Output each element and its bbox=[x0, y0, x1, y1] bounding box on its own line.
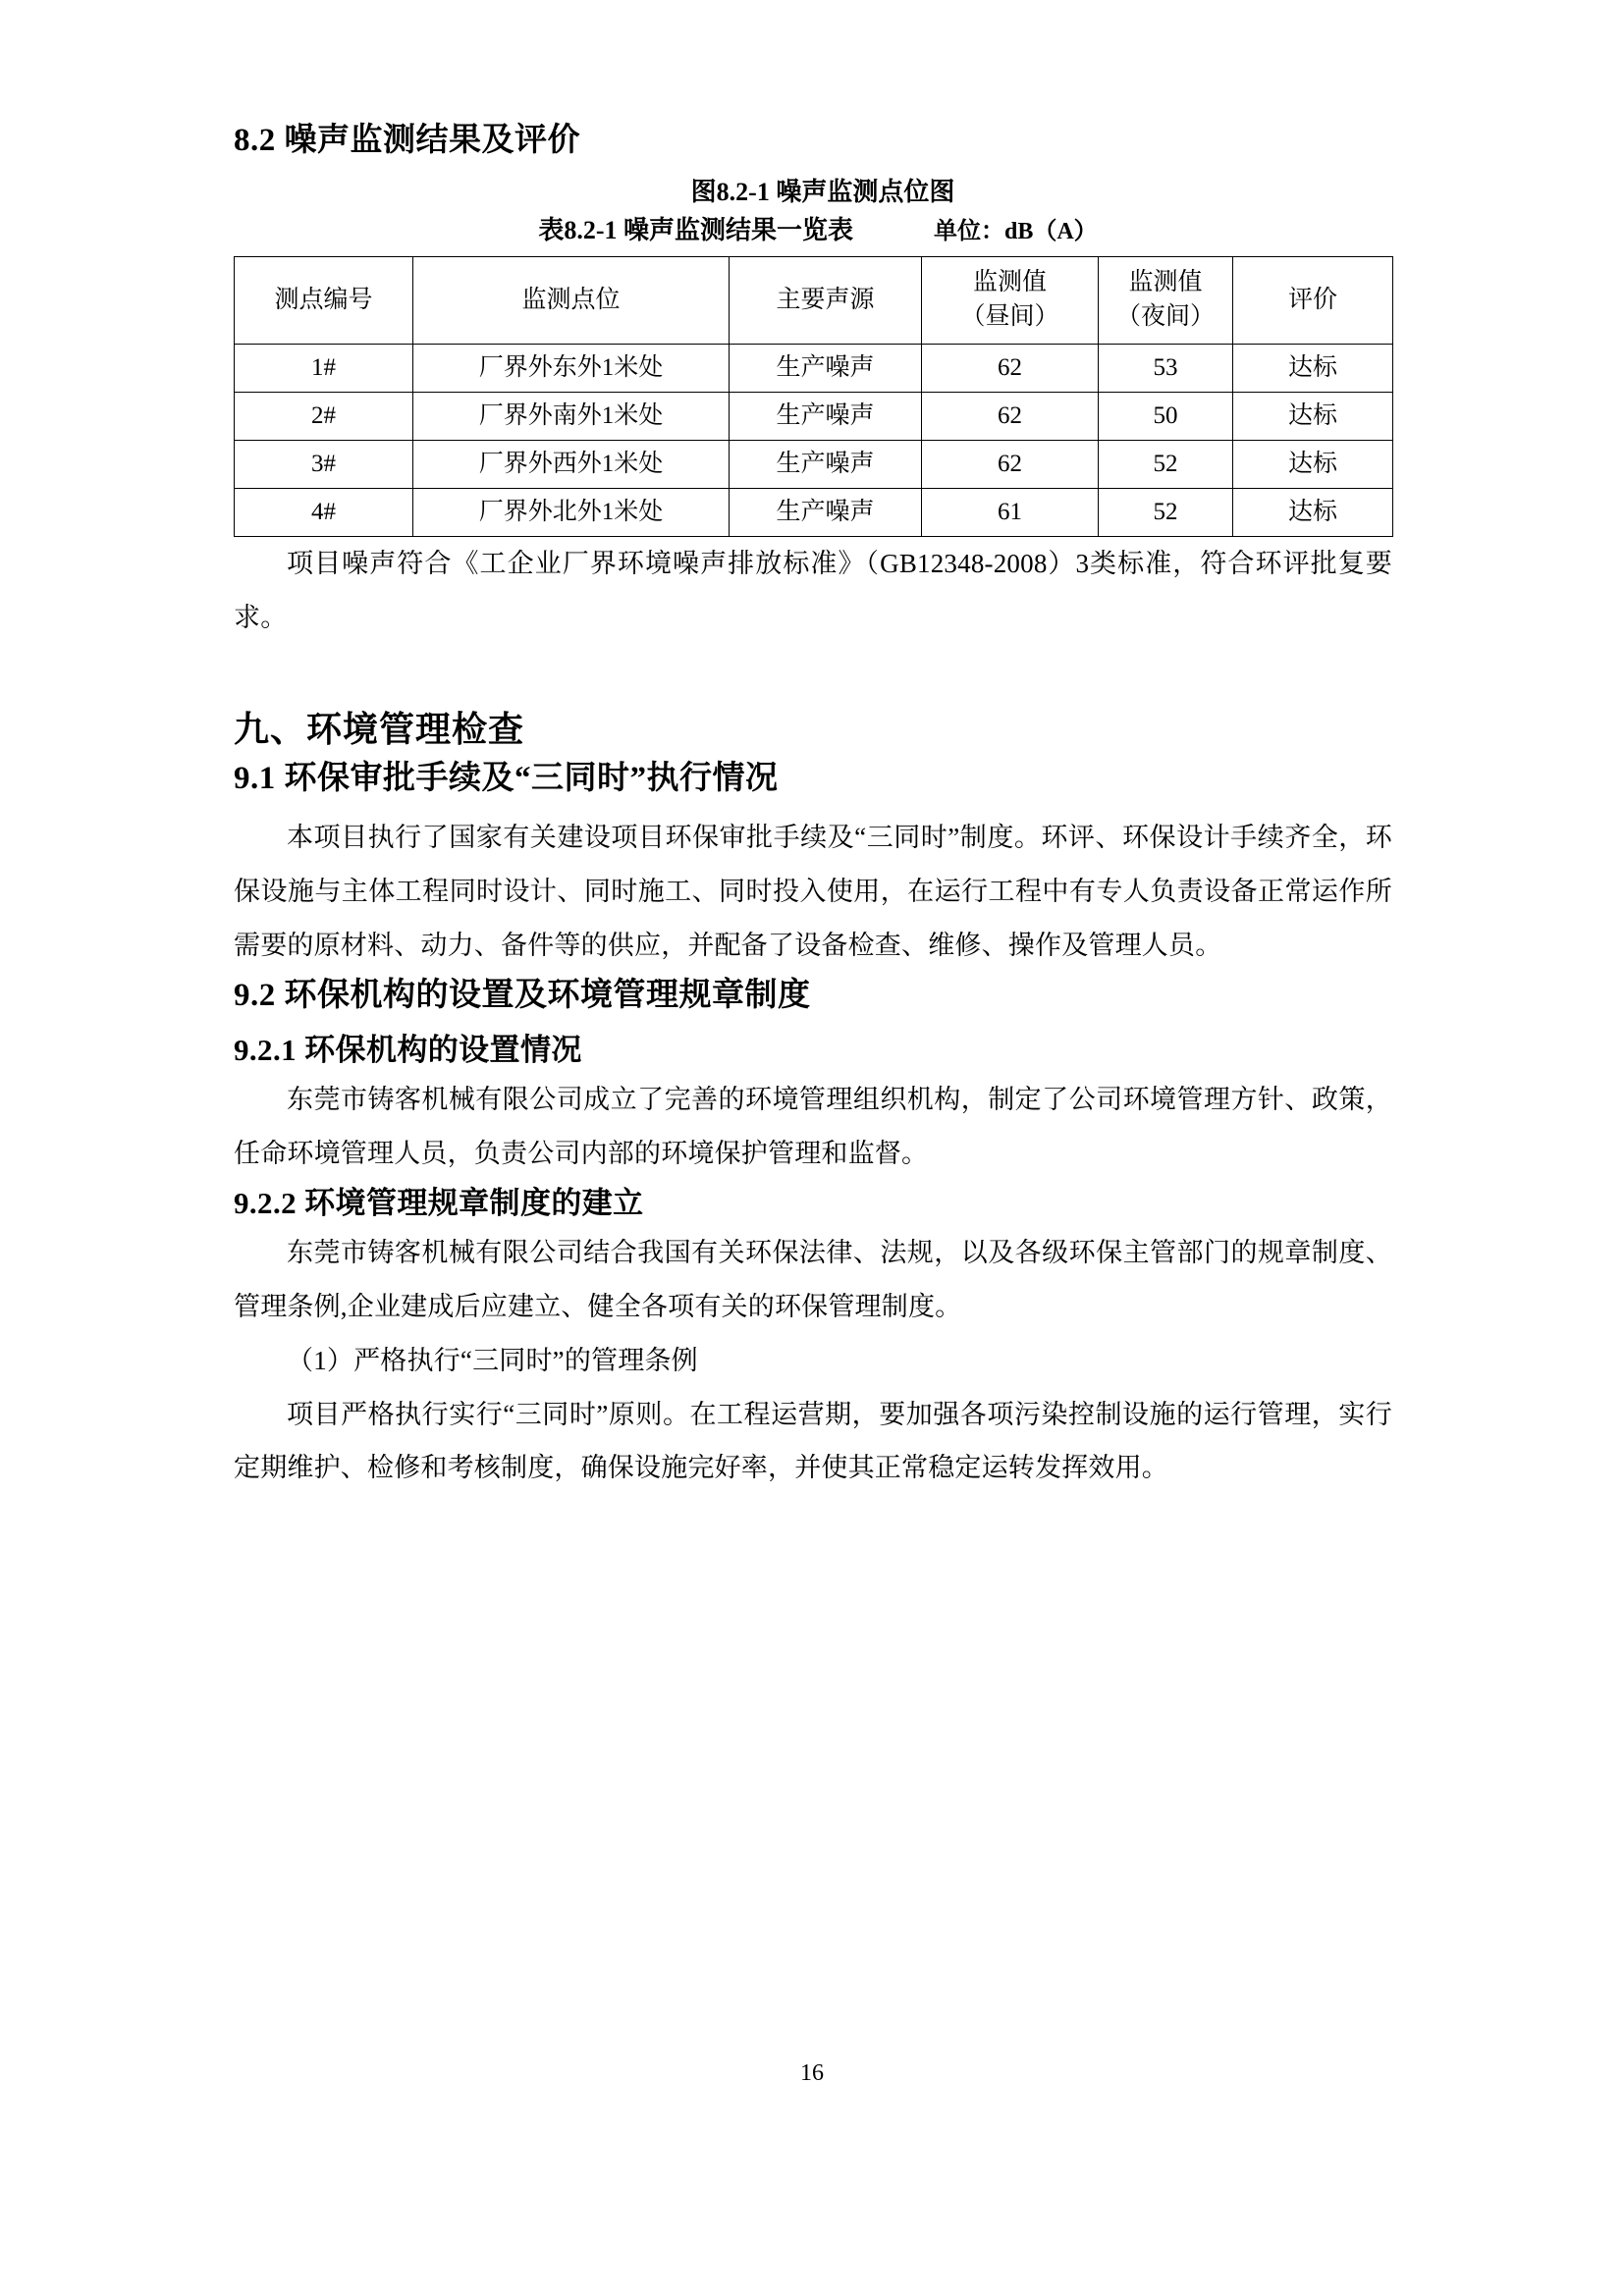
page-number: 16 bbox=[800, 2060, 824, 2086]
cell-noise-source: 生产噪声 bbox=[730, 440, 922, 488]
column-header-day-value bbox=[922, 256, 1099, 344]
cell-day-value: 61 bbox=[922, 488, 1099, 536]
cell-day-value: 62 bbox=[922, 344, 1099, 392]
heading-section-9: 九、环境管理检查 bbox=[234, 710, 525, 750]
table-row bbox=[235, 344, 1393, 392]
column-header-night-value bbox=[1099, 256, 1233, 344]
column-header-point-id: 测点编号 bbox=[235, 256, 413, 344]
paragraph-noise-conclusion: 项目噪声符合《工企业厂界环境噪声排放标准》（GB12348-2008）3类标准，符合环评批复要求。 bbox=[234, 548, 1392, 632]
table-unit-label: 单位：dB（A） bbox=[933, 218, 1098, 244]
cell-night-value: 53 bbox=[1099, 344, 1233, 392]
paragraph-9-1: 本项目执行了国家有关建设项目环保审批手续及“三同时”制度。环评、环保设计手续齐全，环保设施与主体工程同时设计、同时施工、同时投入使用，在运行工程中有专人负责设备正常运作所需要的原材料、动力、备件等的供应，并配备了设备检查、维修、操作及管理人员。 bbox=[234, 823, 1392, 960]
cell-location: 厂界外西外1米处 bbox=[413, 440, 730, 488]
list-item-9-2-2-1: （1）严格执行“三同时”的管理条例 bbox=[287, 1345, 698, 1375]
heading-9-2: 9.2 环保机构的设置及环境管理规章制度 bbox=[234, 977, 811, 1013]
section-spacer bbox=[234, 644, 1392, 703]
paragraph-9-2-1: 东莞市铸客机械有限公司成立了完善的环境管理组织机构，制定了公司环境管理方针、政策，任命环境管理人员，负责公司内部的环境保护管理和监督。 bbox=[234, 1085, 1392, 1168]
cell-point-id: 1# bbox=[235, 344, 413, 392]
column-header-location: 监测点位 bbox=[413, 256, 730, 344]
column-header-noise-source: 主要声源 bbox=[730, 256, 922, 344]
cell-evaluation: 达标 bbox=[1233, 440, 1393, 488]
cell-point-id: 3# bbox=[235, 440, 413, 488]
table-caption-8-2-1: 表8.2-1 噪声监测结果一览表 bbox=[538, 215, 853, 244]
cell-noise-source: 生产噪声 bbox=[730, 488, 922, 536]
table-row bbox=[235, 488, 1393, 536]
table-header bbox=[235, 256, 1393, 344]
table-header-row bbox=[235, 256, 1393, 344]
table-row bbox=[235, 440, 1393, 488]
cell-night-value: 50 bbox=[1099, 392, 1233, 440]
cell-noise-source: 生产噪声 bbox=[730, 344, 922, 392]
table-row bbox=[235, 392, 1393, 440]
paragraph-9-2-2-first: 东莞市铸客机械有限公司结合我国有关环保法律、法规，以及各级环保主管部门的规章制度、管理条例,企业建成后应建立、健全各项有关的环保管理制度。 bbox=[234, 1238, 1392, 1321]
cell-night-value: 52 bbox=[1099, 440, 1233, 488]
cell-evaluation: 达标 bbox=[1233, 392, 1393, 440]
column-header-night-value-line2: （夜间） bbox=[1115, 302, 1215, 330]
noise-monitoring-table bbox=[234, 256, 1393, 537]
cell-day-value: 62 bbox=[922, 392, 1099, 440]
cell-point-id: 4# bbox=[235, 488, 413, 536]
cell-night-value: 52 bbox=[1099, 488, 1233, 536]
cell-location: 厂界外南外1米处 bbox=[413, 392, 730, 440]
heading-9-1: 9.1 环保审批手续及“三同时”执行情况 bbox=[234, 761, 779, 797]
table-body bbox=[235, 344, 1393, 536]
cell-noise-source: 生产噪声 bbox=[730, 392, 922, 440]
figure-caption-8-2-1: 图8.2-1 噪声监测点位图 bbox=[690, 177, 955, 206]
table-caption-row bbox=[234, 211, 1392, 249]
heading-8-2: 8.2 噪声监测结果及评价 bbox=[234, 123, 580, 158]
cell-evaluation: 达标 bbox=[1233, 488, 1393, 536]
heading-9-2-2: 9.2.2 环境管理规章制度的建立 bbox=[234, 1185, 644, 1220]
cell-evaluation: 达标 bbox=[1233, 344, 1393, 392]
cell-location: 厂界外北外1米处 bbox=[413, 488, 730, 536]
cell-point-id: 2# bbox=[235, 392, 413, 440]
cell-day-value: 62 bbox=[922, 440, 1099, 488]
column-header-day-value-line1: 监测值 bbox=[972, 269, 1047, 296]
paragraph-9-2-2-second: 项目严格执行实行“三同时”原则。在工程运营期，要加强各项污染控制设施的运行管理，实行定期维护、检修和考核制度，确保设施完好率，并使其正常稳定运转发挥效用。 bbox=[234, 1399, 1392, 1483]
heading-9-2-1: 9.2.1 环保机构的设置情况 bbox=[234, 1032, 582, 1067]
page-content bbox=[234, 118, 1392, 1495]
cell-location: 厂界外东外1米处 bbox=[413, 344, 730, 392]
column-header-evaluation: 评价 bbox=[1233, 256, 1393, 344]
column-header-night-value-line1: 监测值 bbox=[1128, 269, 1203, 296]
column-header-day-value-line2: （昼间） bbox=[960, 302, 1059, 330]
